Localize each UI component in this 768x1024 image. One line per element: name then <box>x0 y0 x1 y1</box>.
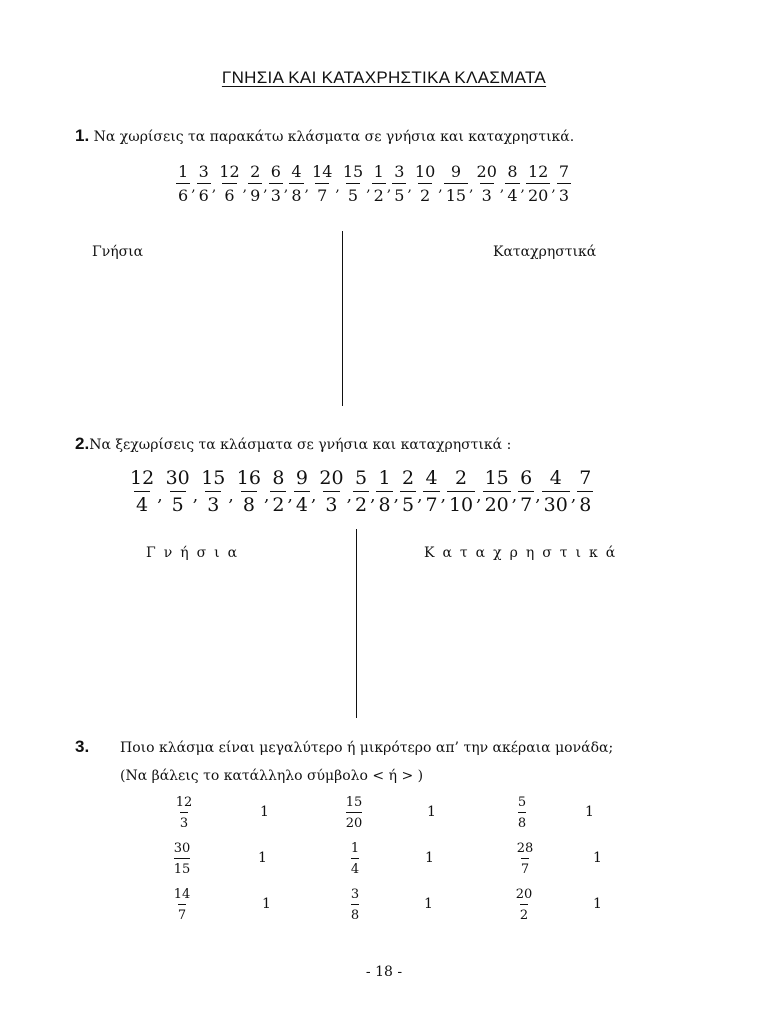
fraction <box>199 469 227 515</box>
fraction <box>317 469 345 515</box>
section3-question: Ποιο κλάσμα είναι μεγαλύτερο ή μικρότερο απ’ την ακέραια μονάδα; <box>120 740 614 756</box>
fraction-denominator: 8 <box>289 183 303 204</box>
fraction-numerator: 3 <box>394 162 405 181</box>
comparison-fraction <box>174 796 194 830</box>
comma-separator: , <box>366 179 371 195</box>
fraction-numerator: 4 <box>549 467 562 489</box>
fraction-numerator: 4 <box>425 467 438 489</box>
comparison-fraction <box>515 842 535 876</box>
fraction <box>197 164 211 204</box>
fraction-numerator: 5 <box>517 795 527 810</box>
fraction-numerator: 4 <box>291 162 302 181</box>
comma-separator: , <box>263 179 268 195</box>
comma-separator: , <box>417 486 423 506</box>
comma-separator: , <box>438 179 443 195</box>
fraction-numerator: 12 <box>528 162 549 181</box>
unit-one: 1 <box>260 804 269 820</box>
comma-separator: , <box>242 179 248 195</box>
section1-heading <box>75 126 574 146</box>
fraction-denominator: 7 <box>178 904 186 922</box>
fraction-numerator: 10 <box>414 162 436 181</box>
fraction <box>294 469 310 515</box>
unit-one: 1 <box>258 850 267 866</box>
fraction-numerator: 1 <box>373 162 384 181</box>
fraction-denominator: 20 <box>483 491 511 515</box>
fraction-numerator: 9 <box>450 162 461 181</box>
fraction-denominator: 9 <box>248 183 262 204</box>
fraction-numerator: 9 <box>295 467 308 489</box>
fraction <box>518 469 534 515</box>
section3-number-wrap <box>75 737 89 757</box>
fraction-denominator: 4 <box>351 858 359 876</box>
section3-hint: (Να βάλεις το κατάλληλο σύμβολο < ή > ) <box>120 768 424 784</box>
fraction-numerator: 12 <box>175 795 193 810</box>
fraction <box>542 469 570 515</box>
section2-number: 2. <box>75 434 90 453</box>
comma-separator: , <box>469 179 474 195</box>
comma-separator: , <box>370 486 376 506</box>
comma-separator: , <box>476 486 482 506</box>
fraction <box>353 469 369 515</box>
fraction-denominator: 8 <box>518 812 526 830</box>
fraction-numerator: 15 <box>201 467 226 489</box>
fraction-denominator: 3 <box>557 183 571 204</box>
fraction-numerator: 30 <box>165 467 190 489</box>
fraction <box>372 164 386 204</box>
fraction-numerator: 3 <box>350 887 360 902</box>
fraction-numerator: 2 <box>250 162 261 181</box>
comma-separator: , <box>499 179 505 195</box>
fraction <box>444 164 468 204</box>
fraction-denominator: 3 <box>480 183 494 204</box>
section1-instruction: Να χωρίσεις τα παρακάτω κλάσματα σε γνήσια και καταχρηστικά. <box>93 129 575 145</box>
comparison-fraction <box>512 796 532 830</box>
fraction-numerator: 5 <box>354 467 368 489</box>
fraction-denominator: 30 <box>542 491 570 515</box>
section1-divider <box>342 231 343 406</box>
fraction-denominator: 8 <box>577 491 593 515</box>
fraction-numerator: 2 <box>401 467 415 489</box>
fraction-denominator: 4 <box>294 491 310 515</box>
fraction-numerator: 12 <box>130 467 155 489</box>
comma-separator: , <box>570 486 577 506</box>
unit-one: 1 <box>593 896 602 912</box>
comma-separator: , <box>346 486 352 506</box>
section1-improper-label: Καταχρηστικά <box>493 244 597 260</box>
fraction <box>577 469 593 515</box>
fraction-denominator: 10 <box>447 491 475 515</box>
comparison-fraction <box>172 888 192 922</box>
fraction <box>164 469 192 515</box>
fraction-denominator: 6 <box>222 183 236 204</box>
fraction-denominator: 8 <box>241 491 257 515</box>
comparison-fraction <box>514 888 534 922</box>
comma-separator: , <box>335 179 340 195</box>
fraction-denominator: 5 <box>400 491 416 515</box>
comparison-fraction <box>345 888 365 922</box>
comma-separator: , <box>191 179 196 195</box>
fraction <box>269 164 283 204</box>
section1-fraction-list <box>176 164 571 204</box>
fraction-denominator: 8 <box>351 904 359 922</box>
fraction <box>235 469 263 515</box>
fraction-numerator: 8 <box>507 162 518 181</box>
fraction-denominator: 7 <box>315 183 329 204</box>
page-title: ΓΝΗΣΙΑ ΚΑΙ ΚΑΤΑΧΡΗΣΤΙΚΑ ΚΛΑΣΜΑΤΑ <box>221 68 547 87</box>
fraction-denominator: 3 <box>269 183 283 204</box>
fraction-numerator: 16 <box>236 467 261 489</box>
fraction-numerator: 12 <box>219 162 240 181</box>
fraction-denominator: 3 <box>205 491 221 515</box>
fraction-denominator: 2 <box>353 491 369 515</box>
comma-separator: , <box>310 486 317 506</box>
fraction-numerator: 7 <box>558 162 569 181</box>
fraction-denominator: 5 <box>392 183 406 204</box>
comma-separator: , <box>407 179 412 195</box>
fraction-numerator: 6 <box>270 162 281 181</box>
section2-heading <box>75 434 511 454</box>
section1-proper-label: Γνήσια <box>92 244 144 260</box>
comma-separator: , <box>386 179 392 195</box>
fraction-numerator: 2 <box>455 467 468 489</box>
unit-one: 1 <box>427 804 436 820</box>
comma-separator: , <box>440 486 446 506</box>
comma-separator: , <box>535 486 541 506</box>
fraction-denominator: 8 <box>376 491 392 515</box>
unit-one: 1 <box>425 850 434 866</box>
fraction <box>413 164 437 204</box>
fraction <box>447 469 475 515</box>
unit-one: 1 <box>262 896 271 912</box>
fraction <box>505 164 519 204</box>
comma-separator: , <box>287 486 293 506</box>
fraction-numerator: 30 <box>173 841 191 856</box>
fraction-denominator: 4 <box>134 491 150 515</box>
unit-one: 1 <box>593 850 602 866</box>
fraction-denominator: 3 <box>180 812 188 830</box>
fraction-numerator: 1 <box>350 841 360 856</box>
comma-separator: , <box>192 486 199 506</box>
fraction-numerator: 15 <box>342 162 364 181</box>
fraction <box>128 469 156 515</box>
fraction-denominator: 2 <box>520 904 528 922</box>
fraction <box>217 164 241 204</box>
fraction-denominator: 20 <box>346 812 363 830</box>
fraction <box>526 164 550 204</box>
fraction <box>341 164 365 204</box>
fraction <box>176 164 190 204</box>
fraction-denominator: 3 <box>323 491 339 515</box>
fraction <box>400 469 416 515</box>
fraction-denominator: 6 <box>176 183 190 204</box>
section1-number: 1. <box>75 126 90 145</box>
fraction-numerator: 14 <box>312 162 333 181</box>
fraction-denominator: 2 <box>418 183 432 204</box>
fraction-numerator: 20 <box>476 162 497 181</box>
fraction-numerator: 8 <box>272 467 285 489</box>
fraction-numerator: 14 <box>173 887 191 902</box>
fraction-numerator: 1 <box>178 162 189 181</box>
fraction-denominator: 7 <box>423 491 439 515</box>
fraction-denominator: 7 <box>518 491 534 515</box>
fraction-numerator: 6 <box>520 467 533 489</box>
comma-separator: , <box>393 486 399 506</box>
comparison-fraction <box>172 842 192 876</box>
unit-one: 1 <box>585 804 594 820</box>
fraction-numerator: 15 <box>484 467 509 489</box>
section2-improper-label: Καταχρηστικά <box>424 545 624 561</box>
fraction-denominator: 2 <box>372 183 386 204</box>
section2-fraction-list <box>128 469 593 515</box>
fraction <box>475 164 499 204</box>
comma-separator: , <box>511 486 518 506</box>
comma-separator: , <box>520 179 525 195</box>
fraction-denominator: 2 <box>270 491 286 515</box>
fraction-denominator: 6 <box>197 183 211 204</box>
comma-separator: , <box>157 486 163 506</box>
fraction <box>248 164 262 204</box>
fraction-numerator: 1 <box>378 467 391 489</box>
fraction-denominator: 20 <box>526 183 550 204</box>
fraction-denominator: 15 <box>444 183 468 204</box>
fraction <box>270 469 286 515</box>
comma-separator: , <box>211 179 217 195</box>
fraction-denominator: 4 <box>505 183 519 204</box>
fraction-numerator: 3 <box>198 162 209 181</box>
page-number: - 18 - <box>365 964 403 980</box>
fraction <box>376 469 392 515</box>
fraction-denominator: 5 <box>346 183 360 204</box>
section2-proper-label: Γνήσια <box>146 545 246 561</box>
fraction <box>310 164 334 204</box>
comparison-fraction <box>344 796 364 830</box>
fraction <box>483 469 511 515</box>
fraction-denominator: 7 <box>521 858 529 876</box>
section2-divider <box>356 529 357 718</box>
fraction <box>557 164 571 204</box>
fraction-numerator: 15 <box>345 795 363 810</box>
unit-one: 1 <box>424 896 433 912</box>
fraction <box>289 164 303 204</box>
comparison-fraction <box>345 842 365 876</box>
comma-separator: , <box>551 179 556 195</box>
comma-separator: , <box>304 179 310 195</box>
fraction-numerator: 20 <box>319 467 344 489</box>
fraction-denominator: 15 <box>174 858 191 876</box>
fraction <box>392 164 406 204</box>
fraction-numerator: 20 <box>515 887 533 902</box>
section2-instruction: Να ξεχωρίσεις τα κλάσματα σε γνήσια και καταχρηστικά : <box>89 437 512 453</box>
section3-number: 3. <box>75 737 90 756</box>
fraction-denominator: 5 <box>170 491 186 515</box>
fraction <box>423 469 439 515</box>
comma-separator: , <box>283 179 289 195</box>
fraction-numerator: 7 <box>579 467 592 489</box>
comma-separator: , <box>228 486 234 506</box>
fraction-numerator: 28 <box>516 841 534 856</box>
comma-separator: , <box>263 486 270 506</box>
